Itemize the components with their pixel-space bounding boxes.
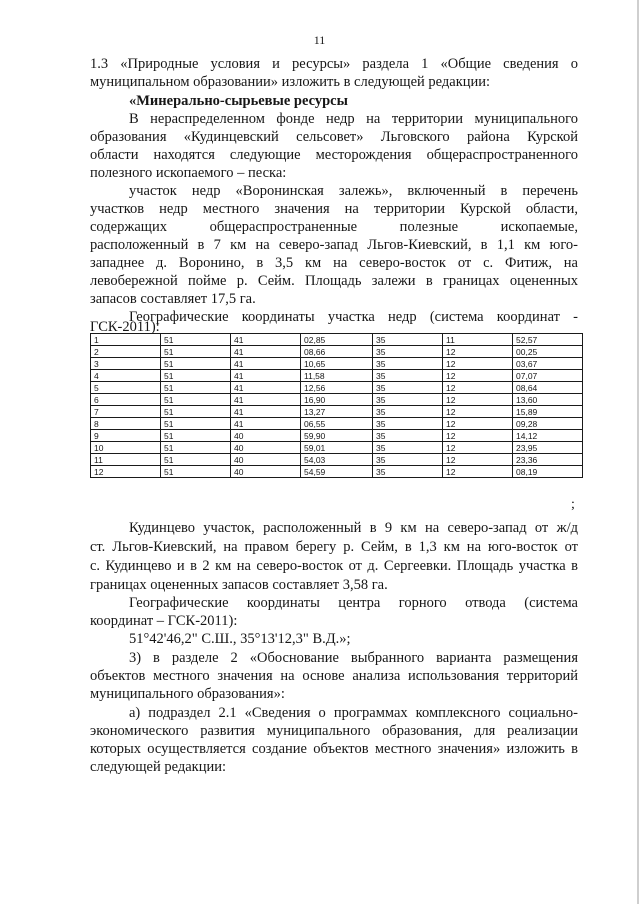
table-cell: 5 bbox=[91, 382, 161, 394]
table-cell: 11 bbox=[91, 454, 161, 466]
para6-line-3: которых осуществляется создание объектов местного значения» изложить в bbox=[90, 741, 578, 757]
table-cell: 02,85 bbox=[301, 334, 373, 346]
table-cell: 11,58 bbox=[301, 370, 373, 382]
table-cell: 08,64 bbox=[513, 382, 583, 394]
table-cell: 03,67 bbox=[513, 358, 583, 370]
table-row bbox=[91, 406, 583, 418]
para6-line-2: экономического развития муниципального образования, для реализации bbox=[90, 723, 578, 739]
table-cell: 35 bbox=[373, 394, 443, 406]
table-cell: 41 bbox=[231, 346, 301, 358]
table-cell: 35 bbox=[373, 346, 443, 358]
intro-line-1: 1.3 «Природные условия и ресурсы» раздела 1 «Общие сведения о bbox=[90, 56, 578, 72]
para3-line-4: границах оцененных запасов составляет 3,58 га. bbox=[90, 577, 388, 593]
para3-line-2: ст. Льгов-Киевский, на правом берегу р. Сейм, в 1,3 км на юго-восток от bbox=[90, 539, 578, 555]
table-cell: 12 bbox=[443, 406, 513, 418]
table-cell: 1 bbox=[91, 334, 161, 346]
table-cell: 40 bbox=[231, 466, 301, 478]
table-cell: 59,01 bbox=[301, 442, 373, 454]
table-row bbox=[91, 334, 583, 346]
table-cell: 40 bbox=[231, 454, 301, 466]
coords-title-line-2: ГСК-2011): bbox=[90, 319, 160, 335]
table-cell: 59,90 bbox=[301, 430, 373, 442]
table-row bbox=[91, 430, 583, 442]
table-cell: 41 bbox=[231, 370, 301, 382]
table-cell: 6 bbox=[91, 394, 161, 406]
table-cell: 4 bbox=[91, 370, 161, 382]
table-cell: 51 bbox=[161, 394, 231, 406]
table-cell: 51 bbox=[161, 370, 231, 382]
table-cell: 3 bbox=[91, 358, 161, 370]
table-cell: 35 bbox=[373, 442, 443, 454]
table-cell: 41 bbox=[231, 334, 301, 346]
table-cell: 41 bbox=[231, 382, 301, 394]
para5-line-1: 3) в разделе 2 «Обоснование выбранного варианта размещения bbox=[129, 650, 578, 666]
table-cell: 40 bbox=[231, 430, 301, 442]
para2-line-3: содержащих общераспространенные полезные ископаемые, bbox=[90, 219, 578, 235]
table-cell: 12 bbox=[443, 370, 513, 382]
table-cell: 35 bbox=[373, 454, 443, 466]
table-cell: 9 bbox=[91, 430, 161, 442]
table-row bbox=[91, 466, 583, 478]
table-cell: 12 bbox=[443, 430, 513, 442]
table-cell: 12 bbox=[443, 358, 513, 370]
table-cell: 8 bbox=[91, 418, 161, 430]
table-cell: 35 bbox=[373, 334, 443, 346]
para1-line-3: области находятся следующие месторождения общераспространенного bbox=[90, 147, 578, 163]
table-cell: 08,19 bbox=[513, 466, 583, 478]
para4-line-1: Географические координаты центра горного отвода (система bbox=[129, 595, 578, 611]
table-row bbox=[91, 394, 583, 406]
table-cell: 23,95 bbox=[513, 442, 583, 454]
table-cell: 35 bbox=[373, 382, 443, 394]
para5-line-2: объектов местного значения на основе анализа использования территорий bbox=[90, 668, 578, 684]
table-cell: 41 bbox=[231, 406, 301, 418]
coordinates-table bbox=[90, 333, 583, 478]
table-cell: 51 bbox=[161, 418, 231, 430]
table-cell: 07,07 bbox=[513, 370, 583, 382]
para2-line-7: запасов составляет 17,5 га. bbox=[90, 291, 256, 307]
table-cell: 11 bbox=[443, 334, 513, 346]
table-cell: 51 bbox=[161, 334, 231, 346]
para2-line-6: левобережной пойме р. Сейм. Площадь залежи в границах оцененных bbox=[90, 273, 578, 289]
table-row bbox=[91, 382, 583, 394]
table-cell: 12 bbox=[91, 466, 161, 478]
table-cell: 54,59 bbox=[301, 466, 373, 478]
table-cell: 35 bbox=[373, 358, 443, 370]
table-cell: 12 bbox=[443, 454, 513, 466]
table-cell: 40 bbox=[231, 442, 301, 454]
para1-line-2: образования «Кудинцевский сельсовет» Льговского района Курской bbox=[90, 129, 578, 145]
coords-title-line-1: Географические координаты участка недр (система координат - bbox=[129, 309, 578, 325]
table-row bbox=[91, 358, 583, 370]
table-cell: 35 bbox=[373, 418, 443, 430]
table-cell: 51 bbox=[161, 382, 231, 394]
table-cell: 54,03 bbox=[301, 454, 373, 466]
table-cell: 12 bbox=[443, 394, 513, 406]
table-cell: 23,36 bbox=[513, 454, 583, 466]
table-row bbox=[91, 346, 583, 358]
table-row bbox=[91, 454, 583, 466]
para2-line-1: участок недр «Воронинская залежь», включенный в перечень bbox=[129, 183, 578, 199]
table-cell: 51 bbox=[161, 406, 231, 418]
para1-line-4: полезного ископаемого – песка: bbox=[90, 165, 287, 181]
table-cell: 06,55 bbox=[301, 418, 373, 430]
center-coordinates: 51°42'46,2" С.Ш., 35°13'12,3" В.Д.»; bbox=[129, 631, 351, 647]
table-cell: 12 bbox=[443, 382, 513, 394]
para6-line-4: следующей редакции: bbox=[90, 759, 227, 775]
table-cell: 7 bbox=[91, 406, 161, 418]
table-cell: 12,56 bbox=[301, 382, 373, 394]
intro-line-2: муниципальном образовании» изложить в следующей редакции: bbox=[90, 74, 491, 90]
para4-line-2: координат – ГСК-2011): bbox=[90, 613, 238, 629]
table-cell: 51 bbox=[161, 346, 231, 358]
table-cell: 09,28 bbox=[513, 418, 583, 430]
table-cell: 35 bbox=[373, 430, 443, 442]
table-cell: 15,89 bbox=[513, 406, 583, 418]
coordinates-table-body bbox=[91, 334, 583, 478]
table-cell: 41 bbox=[231, 358, 301, 370]
table-cell: 12 bbox=[443, 346, 513, 358]
table-cell: 12 bbox=[443, 466, 513, 478]
table-cell: 51 bbox=[161, 430, 231, 442]
table-cell: 10 bbox=[91, 442, 161, 454]
table-cell: 08,66 bbox=[301, 346, 373, 358]
para2-line-2: участков недр местного значения на территории Курской области, bbox=[90, 201, 578, 217]
table-row bbox=[91, 370, 583, 382]
para2-line-5: западнее д. Воронино, в 3,5 км на северо-восток от с. Фитиж, на bbox=[90, 255, 578, 271]
table-row bbox=[91, 442, 583, 454]
para5-line-3: муниципального образования»: bbox=[90, 686, 285, 702]
table-cell: 35 bbox=[373, 370, 443, 382]
section-heading: «Минерально-сырьевые ресурсы bbox=[129, 93, 348, 109]
table-cell: 13,27 bbox=[301, 406, 373, 418]
table-end-semicolon: ; bbox=[571, 497, 575, 512]
table-cell: 51 bbox=[161, 442, 231, 454]
table-cell: 41 bbox=[231, 394, 301, 406]
table-cell: 13,60 bbox=[513, 394, 583, 406]
table-cell: 2 bbox=[91, 346, 161, 358]
para2-line-4: расположенный в 7 км на северо-запад Льгов-Киевский, в 1,1 км юго- bbox=[90, 237, 578, 253]
table-row bbox=[91, 418, 583, 430]
table-cell: 10,65 bbox=[301, 358, 373, 370]
table-cell: 00,25 bbox=[513, 346, 583, 358]
table-cell: 14,12 bbox=[513, 430, 583, 442]
para3-line-1: Кудинцево участок, расположенный в 9 км на северо-запад от ж/д bbox=[129, 520, 578, 536]
table-cell: 51 bbox=[161, 454, 231, 466]
table-cell: 12 bbox=[443, 442, 513, 454]
table-cell: 12 bbox=[443, 418, 513, 430]
table-cell: 51 bbox=[161, 358, 231, 370]
table-cell: 35 bbox=[373, 406, 443, 418]
para1-line-1: В нераспределенном фонде недр на территории муниципального bbox=[129, 111, 578, 127]
page-number: 11 bbox=[313, 33, 326, 47]
table-cell: 35 bbox=[373, 466, 443, 478]
para6-line-1: а) подраздел 2.1 «Сведения о программах комплексного социально- bbox=[129, 705, 578, 721]
table-cell: 41 bbox=[231, 418, 301, 430]
para3-line-3: с. Кудинцево и в 2 км на северо-восток от д. Сергеевки. Площадь участка в bbox=[90, 558, 578, 574]
table-cell: 16,90 bbox=[301, 394, 373, 406]
table-cell: 52,57 bbox=[513, 334, 583, 346]
table-cell: 51 bbox=[161, 466, 231, 478]
